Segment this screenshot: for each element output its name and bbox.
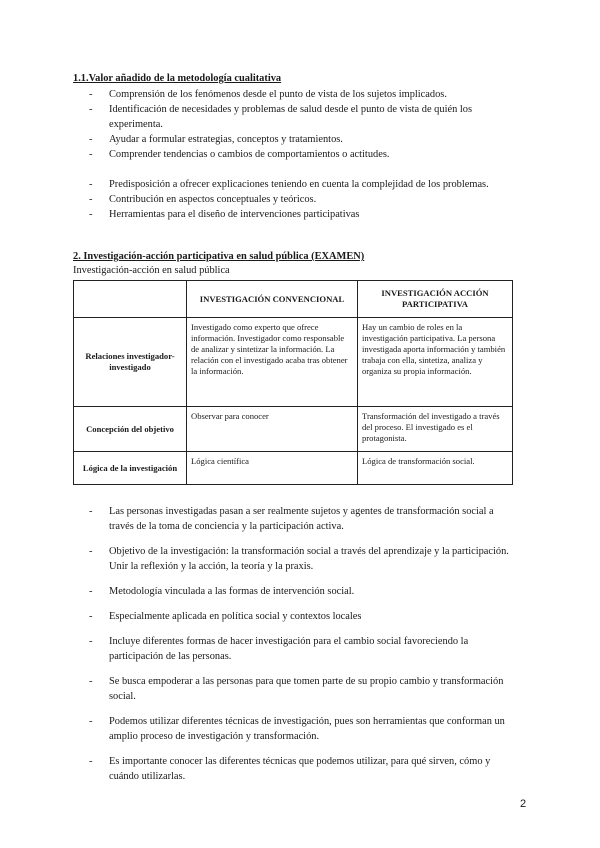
table-header-row	[74, 281, 513, 318]
bullet-dash: -	[89, 636, 93, 647]
list-item: - Es importante conocer las diferentes técnicas que podemos utilizar, para qué sirven, cómo y cuándo utilizarlas.	[89, 756, 491, 782]
list-item: - Objetivo de la investigación: la transformación social a través del aprendizaje y la participación. Unir la reflexión y la acción, la teoría y la praxis.	[89, 546, 509, 572]
cell-conventional: Investigado como experto que ofrece información. Investigador como responsable de analizar y sintetizar la información. La relación con el investigado acaba tras obtener la información.	[187, 318, 358, 407]
bullet-dash: -	[89, 676, 93, 687]
list-item: - Las personas investigadas pasan a ser realmente sujetos y agentes de transformación social a través de la toma de conciencia y la participación activa.	[89, 506, 494, 532]
table-row	[74, 407, 513, 452]
list-item: - Podemos utilizar diferentes técnicas de investigación, pues son herramientas que conforman un amplio proceso de investigación y transformación.	[89, 716, 505, 742]
list-item: - Comprensión de los fenómenos desde el punto de vista de los sujetos implicados.	[89, 89, 447, 100]
section2-bullets	[0, 504, 519, 794]
table-row	[74, 452, 513, 485]
list-item: - Predisposición a ofrecer explicaciones teniendo en cuenta la complejidad de los problemas.	[89, 179, 489, 190]
table-header-empty	[74, 281, 187, 318]
row-label: Lógica de la investigación	[74, 452, 187, 485]
table-header-participatory: INVESTIGACIÓN ACCIÓN PARTICIPATIVA	[358, 281, 513, 318]
bullet-dash: -	[89, 756, 93, 767]
bullet-dash: -	[89, 716, 93, 727]
list-item: - Herramientas para el diseño de intervenciones participativas	[89, 209, 360, 220]
cell-participatory: Transformación del investigado a través del proceso. El investigado es el protagonista.	[358, 407, 513, 452]
page-number: 2	[520, 798, 527, 810]
cell-conventional: Observar para conocer	[187, 407, 358, 452]
row-label: Concepción del objetivo	[74, 407, 187, 452]
section2-heading: 2. Investigación-acción participativa en salud pública (EXAMEN)	[73, 251, 365, 262]
bullet-dash: -	[89, 546, 93, 557]
list-item: - Contribución en aspectos conceptuales y teóricos.	[89, 194, 317, 205]
bullet-dash: -	[89, 149, 93, 160]
bullet-dash: -	[89, 179, 93, 190]
bullet-dash: -	[89, 586, 93, 597]
section1-list-1	[0, 87, 519, 162]
bullet-dash: -	[89, 611, 93, 622]
list-item: - Identificación de necesidades y problemas de salud desde el punto de vista de quién los experimenta.	[89, 104, 472, 130]
section1-list-2	[0, 177, 519, 222]
cell-participatory: Lógica de transformación social.	[358, 452, 513, 485]
cell-conventional: Lógica científica	[187, 452, 358, 485]
list-item: - Especialmente aplicada en política social y contextos locales	[89, 611, 362, 622]
section1-heading: 1.1.Valor añadido de la metodología cualitativa	[73, 73, 282, 84]
row-label: Relaciones investigador-investigado	[74, 318, 187, 407]
comparison-table	[73, 280, 513, 485]
list-item: - Comprender tendencias o cambios de comportamientos o actitudes.	[89, 149, 390, 160]
bullet-dash: -	[89, 89, 93, 100]
list-item: - Incluye diferentes formas de hacer investigación para el cambio social favoreciendo la participación de las personas.	[89, 636, 469, 662]
bullet-dash: -	[89, 506, 93, 517]
table-header-conventional: INVESTIGACIÓN CONVENCIONAL	[187, 281, 358, 318]
list-item: - Ayudar a formular estrategias, conceptos y tratamientos.	[89, 134, 343, 145]
bullet-dash: -	[89, 104, 93, 115]
cell-participatory: Hay un cambio de roles en la investigación participativa. La persona investigada aporta información y también trabaja con ella, sintetiza, analiza y organiza su propia información.	[358, 318, 513, 407]
bullet-dash: -	[89, 134, 93, 145]
list-item: - Metodología vinculada a las formas de intervención social.	[89, 586, 355, 597]
bullet-dash: -	[89, 194, 93, 205]
bullet-dash: -	[89, 209, 93, 220]
section2-subtitle: Investigación-acción en salud pública	[73, 265, 230, 276]
list-item: - Se busca empoderar a las personas para que tomen parte de su propio cambio y transformación social.	[89, 676, 504, 702]
table-row	[74, 318, 513, 407]
